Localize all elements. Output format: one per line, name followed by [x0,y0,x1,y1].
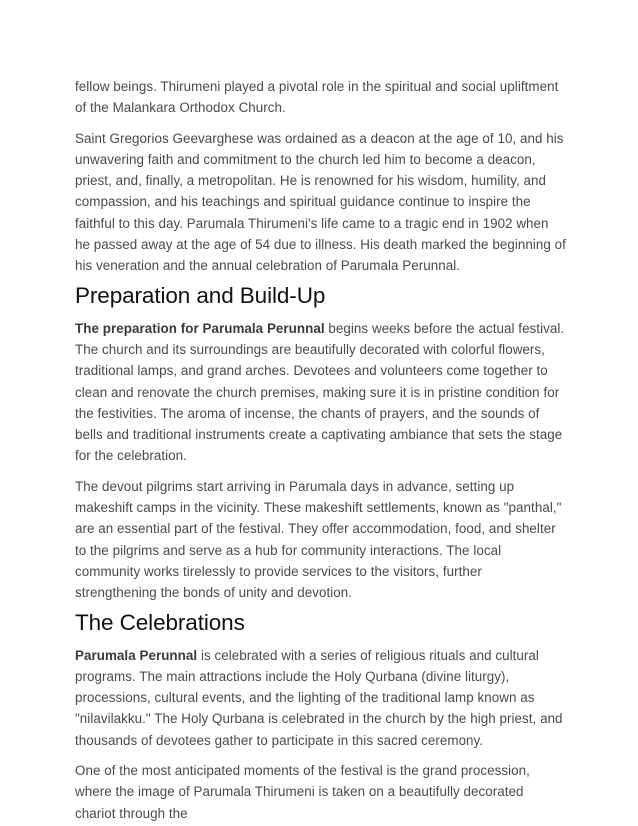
preparation-lead-bold: The preparation for Parumala Perunnal [75,320,325,336]
celebrations-paragraph-1 [75,645,567,751]
heading-celebrations: The Celebrations [75,609,245,635]
intro-paragraph-1: fellow beings. Thirumeni played a pivotal role in the spiritual and social upliftment of the Malankara Orthodox Church. [75,79,559,116]
heading-preparation: Preparation and Build-Up [75,282,326,308]
celebrations-paragraph-2: One of the most anticipated moments of the festival is the grand procession, where the image of Parumala Thirumeni is taken on a beautifully decorated chariot through the [75,763,530,821]
celebrations-lead-bold: Parumala Perunnal [75,647,198,663]
preparation-paragraph-2: The devout pilgrims start arriving in Parumala days in advance, setting up makeshift camps in the vicinity. These makeshift settlements, known as "panthal," are an essential part of the festival. They offer accommodation, food, and shelter to the pilgrims and serve as a hub for community interactions. The local community works tirelessly to provide services to the visitors, further strengthening the bonds of unity and devotion. [75,478,562,601]
document-page [75,76,567,824]
preparation-paragraph-1 [75,318,567,467]
intro-paragraph-2: Saint Gregorios Geevarghese was ordained as a deacon at the age of 10, and his unwavering faith and commitment to the church led him to become a deacon, priest, and, finally, a metropolitan. He is renowned for his wisdom, humility, and compassion, and his teachings and spiritual guidance continue to inspire the faithful to this day. Parumala Thirumeni's life came to a tragic end in 1902 when he passed away at the age of 54 due to illness. His death marked the beginning of his veneration and the annual celebration of Parumala Perunnal. [75,130,566,274]
celebrations-paragraph-1-text: is celebrated with a series of religious rituals and cultural programs. The main attractions include the Holy Qurbana (divine liturgy), processions, cultural events, and the lighting of the traditional lamp known as "nilavilakku." The Holy Qurbana is celebrated in the church by the high priest, and thousands of devotees gather to participate in this sacred ceremony. [75,647,563,748]
preparation-paragraph-1-text: begins weeks before the actual festival. The church and its surroundings are beautifully decorated with colorful flowers, traditional lamps, and grand arches. Devotees and volunteers come together to clean and renovate the church premises, making sure it is in pristine condition for the festivities. The aroma of incense, the chants of prayers, and the sounds of bells and traditional instruments create a captivating ambiance that sets the stage for the celebration. [75,320,565,464]
